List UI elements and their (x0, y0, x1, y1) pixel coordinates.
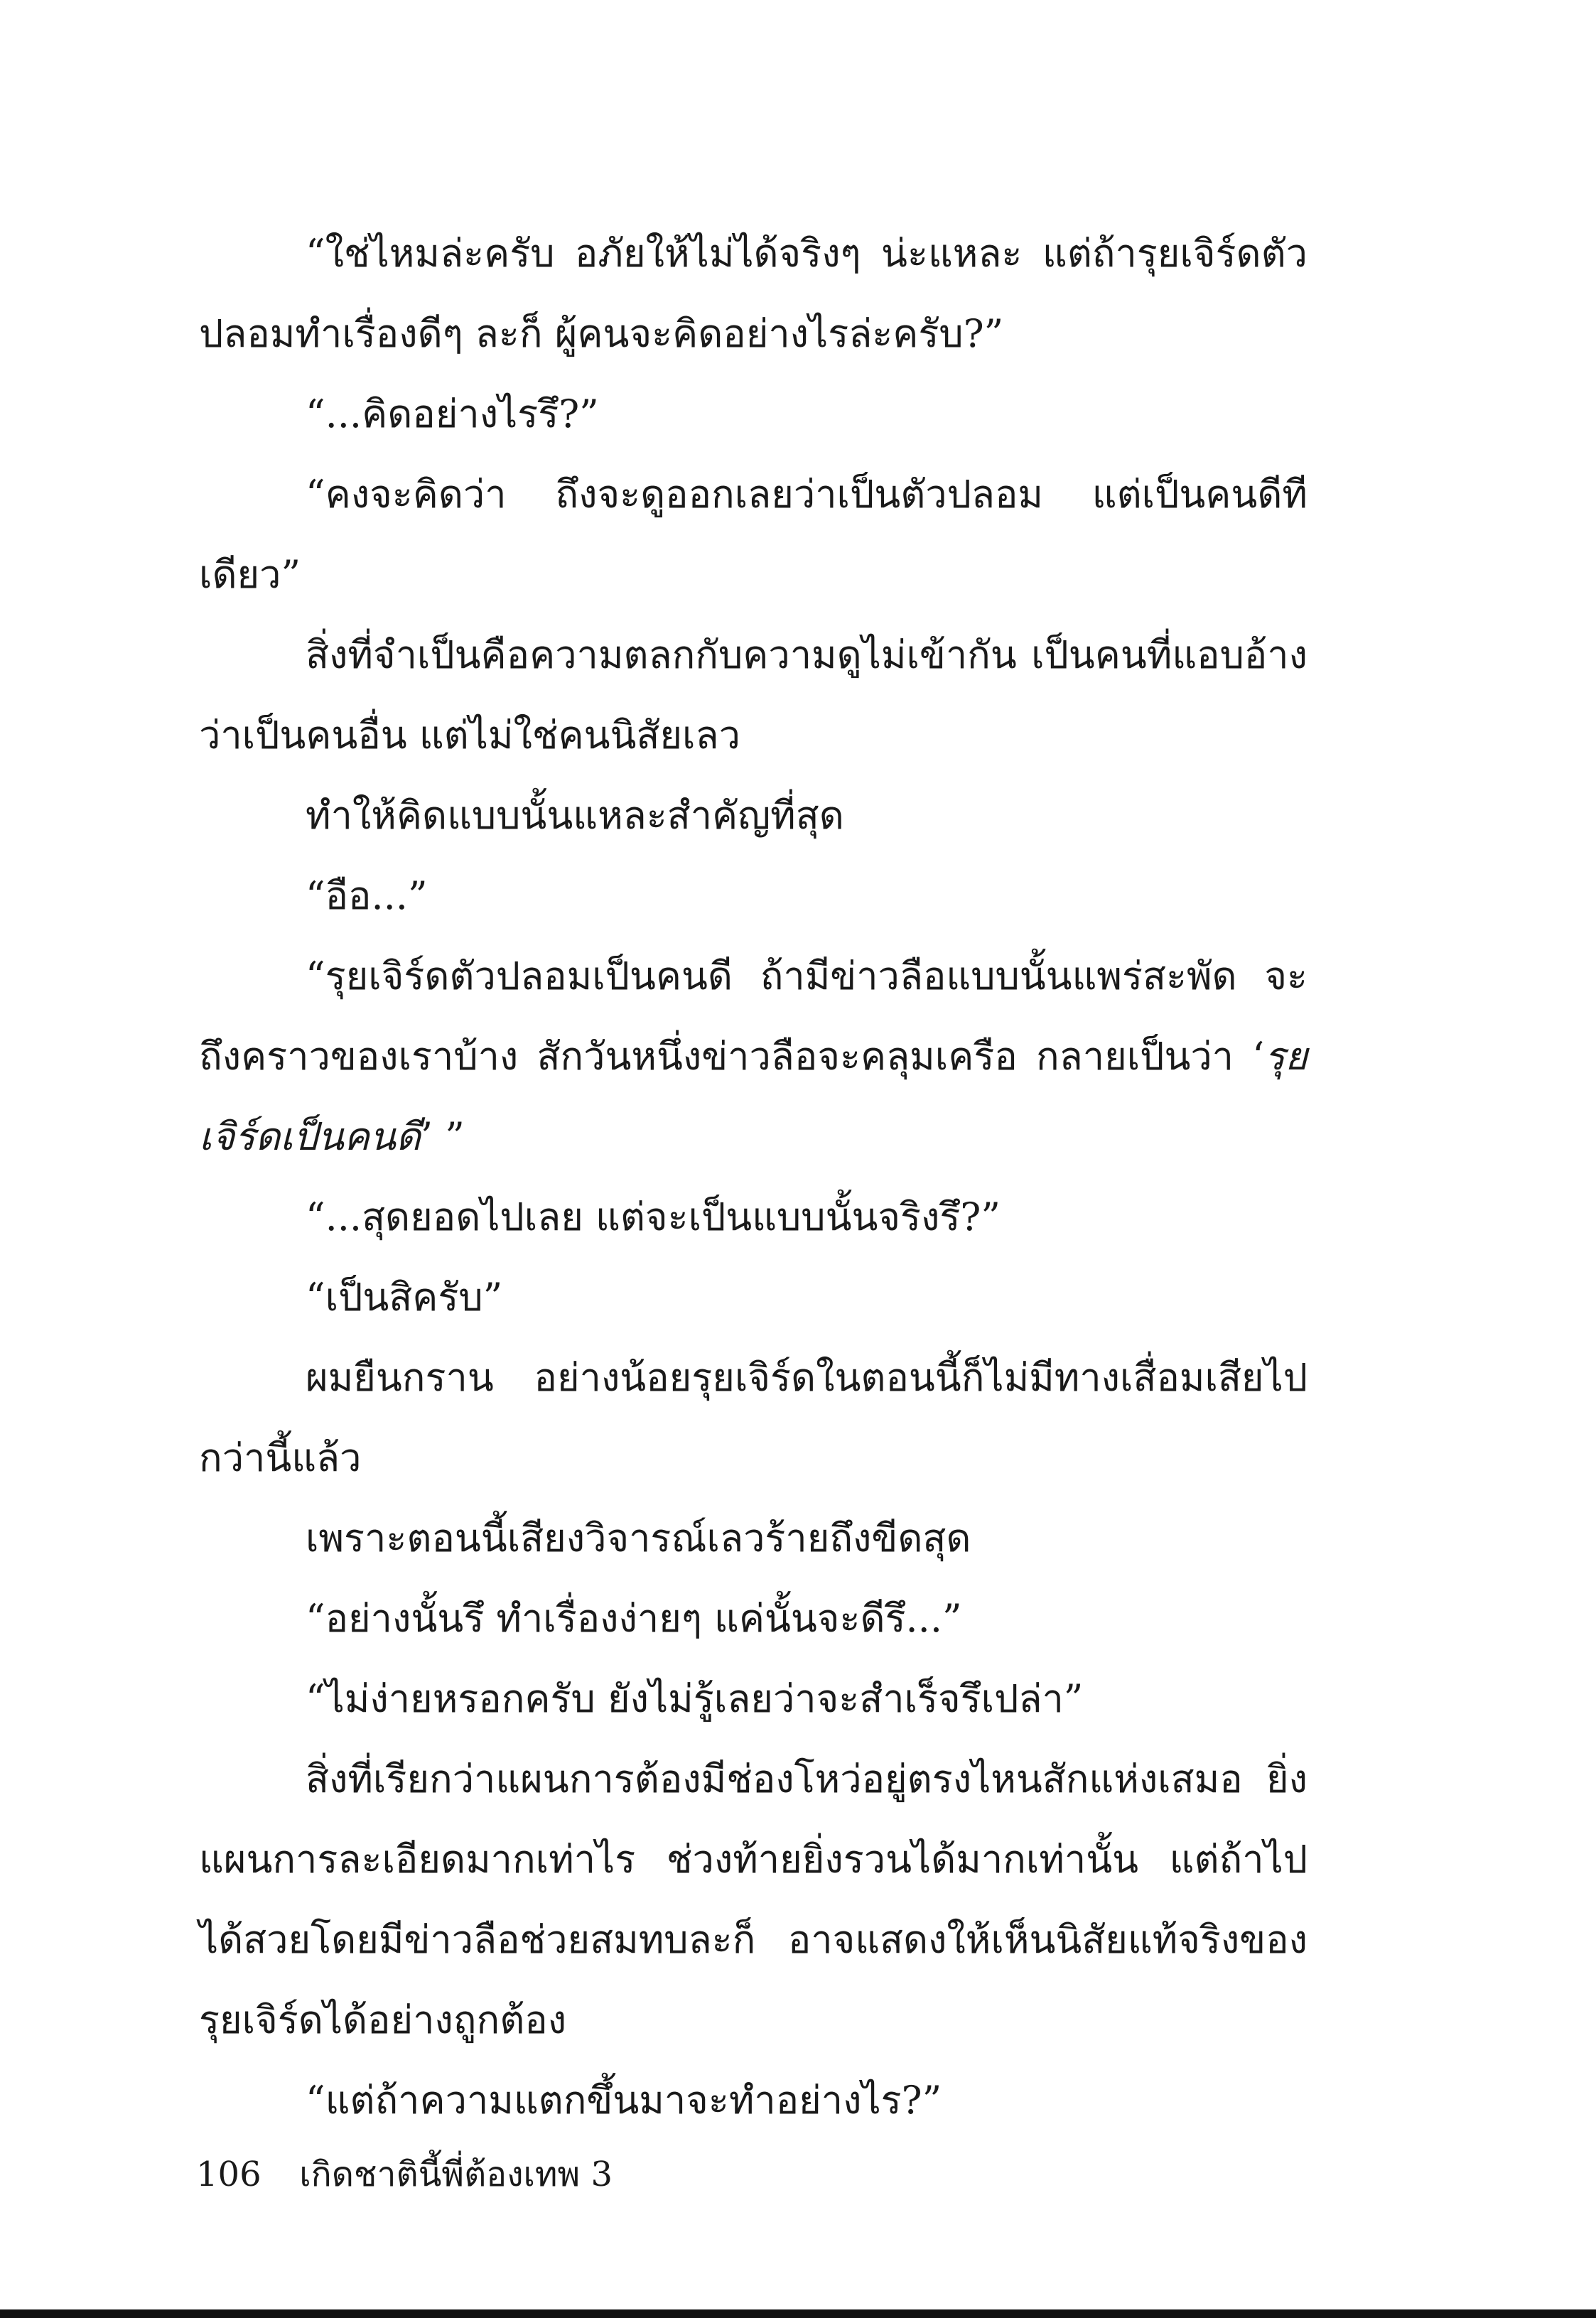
paragraph-4: สิ่งที่จำเป็นคือความตลกกับความดูไม่เข้ากัน เป็นคนที่แอบอ้างว่าเป็นคนอื่น แต่ไม่ใช่คนนิสัยเลว (199, 632, 1307, 758)
paragraph-11: เพราะตอนนี้เสียงวิจารณ์เลวร้ายถึงขีดสุด (306, 1516, 971, 1560)
paragraph-7 (199, 936, 1307, 1177)
page-footer (196, 2153, 613, 2196)
paragraph-15: “แต่ถ้าความแตกขึ้นมาจะทำอย่างไร?” (306, 2078, 942, 2123)
paragraph-12: “อย่างนั้นรึ ทำเรื่องง่ายๆ แค่นั้นจะดีรึ...” (306, 1596, 962, 1641)
paragraph-8: “...สุดยอดไปเลย แต่จะเป็นแบบนั้นจริงรึ?” (306, 1195, 1001, 1239)
paragraph-7-italic: รุยเจิร์ดเป็นคนดี (199, 1034, 1307, 1159)
paragraph-13: “ไม่ง่ายหรอกครับ ยังไม่รู้เลยว่าจะสำเร็จรึเปล่า” (306, 1676, 1084, 1721)
body-text (199, 213, 1307, 2140)
paragraph-6: “อือ...” (306, 873, 428, 918)
paragraph-2: “...คิดอย่างไรรึ?” (306, 392, 599, 436)
paragraph-3: “คงจะคิดว่า ถึงจะดูออกเลยว่าเป็นตัวปลอม แต่เป็นคนดีทีเดียว” (199, 472, 1307, 597)
paragraph-7-end: ’ ” (420, 1114, 465, 1159)
paragraph-9: “เป็นสิครับ” (306, 1275, 503, 1320)
paragraph-5: ทำให้คิดแบบนั้นแหละสำคัญที่สุด (306, 793, 844, 838)
paragraph-7-start: “รุยเจิร์ดตัวปลอมเป็นคนดี ถ้ามีข่าวลือแบบนั้นแพร่สะพัด จะถึงคราวของเราบ้าง สักวันหนึ่งข่าวลือจะคลุมเครือ กลายเป็นว่า ‘ (199, 954, 1307, 1079)
paragraph-10: ผมยืนกราน อย่างน้อยรุยเจิร์ดในตอนนี้ก็ไม่มีทางเสื่อมเสียไปกว่านี้แล้ว (199, 1355, 1307, 1480)
bottom-edge-bar (0, 2309, 1596, 2318)
paragraph-14: สิ่งที่เรียกว่าแผนการต้องมีช่องโหว่อยู่ตรงไหนสักแห่งเสมอ ยิ่งแผนการละเอียดมากเท่าไร ช่วงท้ายยิ่งรวนได้มากเท่านั้น แต่ถ้าไปได้สวยโดยมีข่าวลือช่วยสมทบละก็ อาจแสดงให้เห็นนิสัยแท้จริงของรุยเจิร์ดได้อย่างถูกต้อง (199, 1757, 1307, 2042)
running-title: เกิดชาตินี้พี่ต้องเทพ 3 (299, 2155, 613, 2194)
paragraph-1: “ใช่ไหมล่ะครับ อภัยให้ไม่ได้จริงๆ น่ะแหละ แต่ถ้ารุยเจิร์ดตัวปลอมทำเรื่องดีๆ ละก็ ผู้คนจะคิดอย่างไรล่ะครับ?” (199, 231, 1307, 356)
page-number: 106 (196, 2155, 261, 2194)
